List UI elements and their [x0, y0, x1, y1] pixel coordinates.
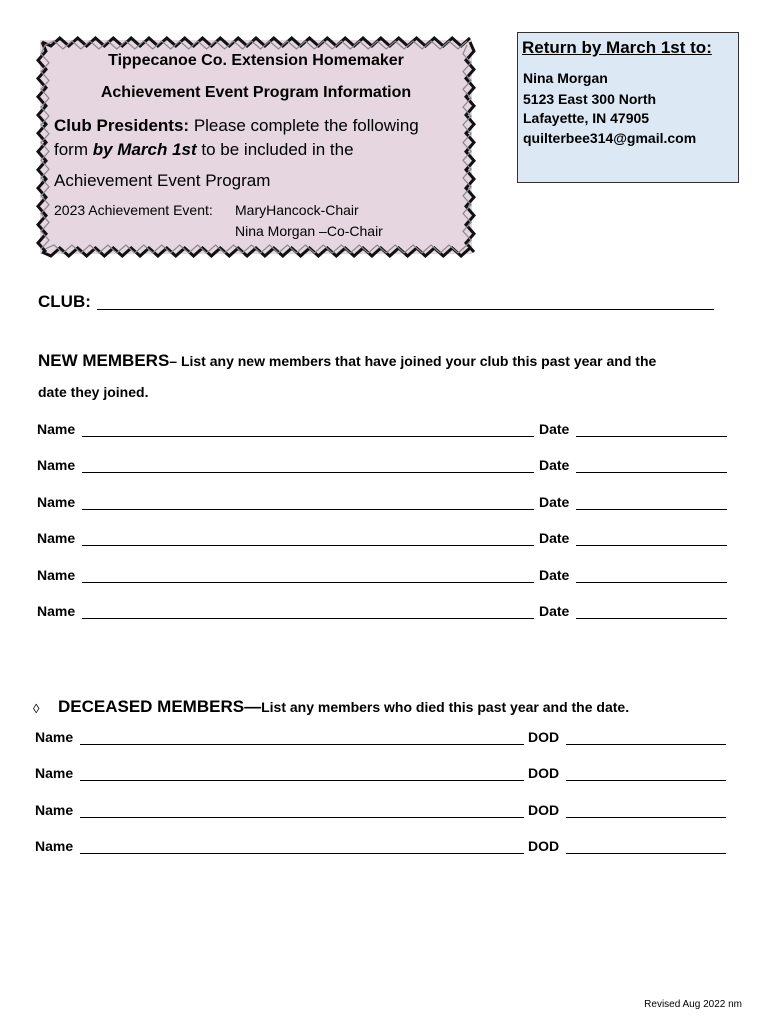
- new-members-description-2: date they joined.: [38, 384, 149, 400]
- return-city: Lafayette, IN 47905: [523, 110, 650, 126]
- new-member-name-field[interactable]: [82, 509, 534, 510]
- diamond-bullet-icon: ◊: [33, 701, 40, 716]
- new-members-heading: NEW MEMBERS: [38, 351, 170, 370]
- new-member-name-field[interactable]: [82, 618, 534, 619]
- new-member-date-field[interactable]: [576, 436, 727, 437]
- deceased-member-name-field[interactable]: [80, 780, 524, 781]
- new-member-date-field[interactable]: [576, 618, 727, 619]
- deceased-member-date-label: DOD: [528, 765, 560, 782]
- new-member-date-field[interactable]: [576, 472, 727, 473]
- return-address-box: [517, 32, 739, 183]
- deceased-member-date-label: DOD: [528, 801, 560, 818]
- new-member-name-field[interactable]: [82, 582, 534, 583]
- deceased-heading: DECEASED MEMBERS—: [58, 697, 262, 716]
- new-member-name-field[interactable]: [82, 436, 534, 437]
- program-info-box: [36, 36, 476, 258]
- new-member-name-label: Name: [37, 530, 76, 547]
- deceased-member-date-field[interactable]: [566, 817, 726, 818]
- instruction-line1: [54, 116, 419, 136]
- club-field[interactable]: [97, 309, 714, 310]
- new-member-date-field[interactable]: [576, 582, 727, 583]
- new-members-description: – List any new members that have joined your club this past year and the: [169, 353, 657, 369]
- new-members-heading-line: [38, 351, 656, 371]
- deceased-heading-line: [58, 697, 629, 717]
- instruction-text1: Please complete the following: [189, 116, 419, 135]
- new-member-date-field[interactable]: [576, 509, 727, 510]
- deceased-member-name-field[interactable]: [80, 853, 524, 854]
- event-chair: MaryHancock-Chair: [235, 202, 359, 218]
- instruction-deadline: by March 1st: [92, 140, 197, 159]
- new-member-date-label: Date: [539, 566, 570, 583]
- deceased-member-name-label: Name: [35, 837, 74, 854]
- instruction-form: form: [54, 140, 93, 159]
- event-cochair: Nina Morgan –Co-Chair: [235, 223, 383, 239]
- deceased-member-date-label: DOD: [528, 837, 560, 854]
- new-member-name-label: Name: [37, 566, 76, 583]
- deceased-member-name-field[interactable]: [80, 817, 524, 818]
- info-title-line1: Tippecanoe Co. Extension Homemaker: [108, 52, 404, 69]
- new-member-name-label: Name: [37, 421, 76, 437]
- event-label: 2023 Achievement Event:: [54, 202, 213, 218]
- instruction-line2: [54, 140, 354, 160]
- revised-note: Revised Aug 2022 nm: [644, 999, 742, 1010]
- new-member-date-label: Date: [539, 603, 570, 619]
- deceased-description: List any members who died this past year and the date.: [261, 699, 630, 715]
- deceased-member-name-label: Name: [35, 801, 74, 818]
- deceased-member-date-field[interactable]: [566, 744, 726, 745]
- instruction-text2: to be included in the: [196, 140, 354, 159]
- new-member-date-field[interactable]: [576, 545, 727, 546]
- deceased-member-name-label: Name: [35, 729, 74, 745]
- new-member-name-label: Name: [37, 493, 76, 510]
- instruction-label: Club Presidents:: [54, 116, 190, 135]
- return-street: 5123 East 300 North: [523, 91, 657, 107]
- return-title: Return by March 1st to:: [522, 38, 712, 57]
- deceased-member-date-field[interactable]: [566, 780, 726, 781]
- new-member-date-label: Date: [539, 457, 570, 474]
- info-title-line2: Achievement Event Program Information: [100, 84, 412, 101]
- return-name: Nina Morgan: [523, 70, 608, 86]
- deceased-member-date-field[interactable]: [566, 853, 726, 854]
- new-member-name-label: Name: [37, 457, 76, 474]
- new-member-date-label: Date: [539, 493, 570, 510]
- deceased-member-name-field[interactable]: [80, 744, 524, 745]
- new-member-date-label: Date: [539, 530, 570, 547]
- deceased-member-name-label: Name: [35, 765, 74, 782]
- new-member-name-label: Name: [37, 603, 76, 619]
- return-email: quilterbee314@gmail.com: [523, 130, 697, 146]
- club-label: CLUB:: [38, 292, 91, 311]
- new-member-name-field[interactable]: [82, 545, 534, 546]
- instruction-line3: Achievement Event Program: [54, 171, 271, 190]
- deceased-member-date-label: DOD: [528, 729, 560, 745]
- new-member-name-field[interactable]: [82, 472, 534, 473]
- new-member-date-label: Date: [539, 421, 570, 437]
